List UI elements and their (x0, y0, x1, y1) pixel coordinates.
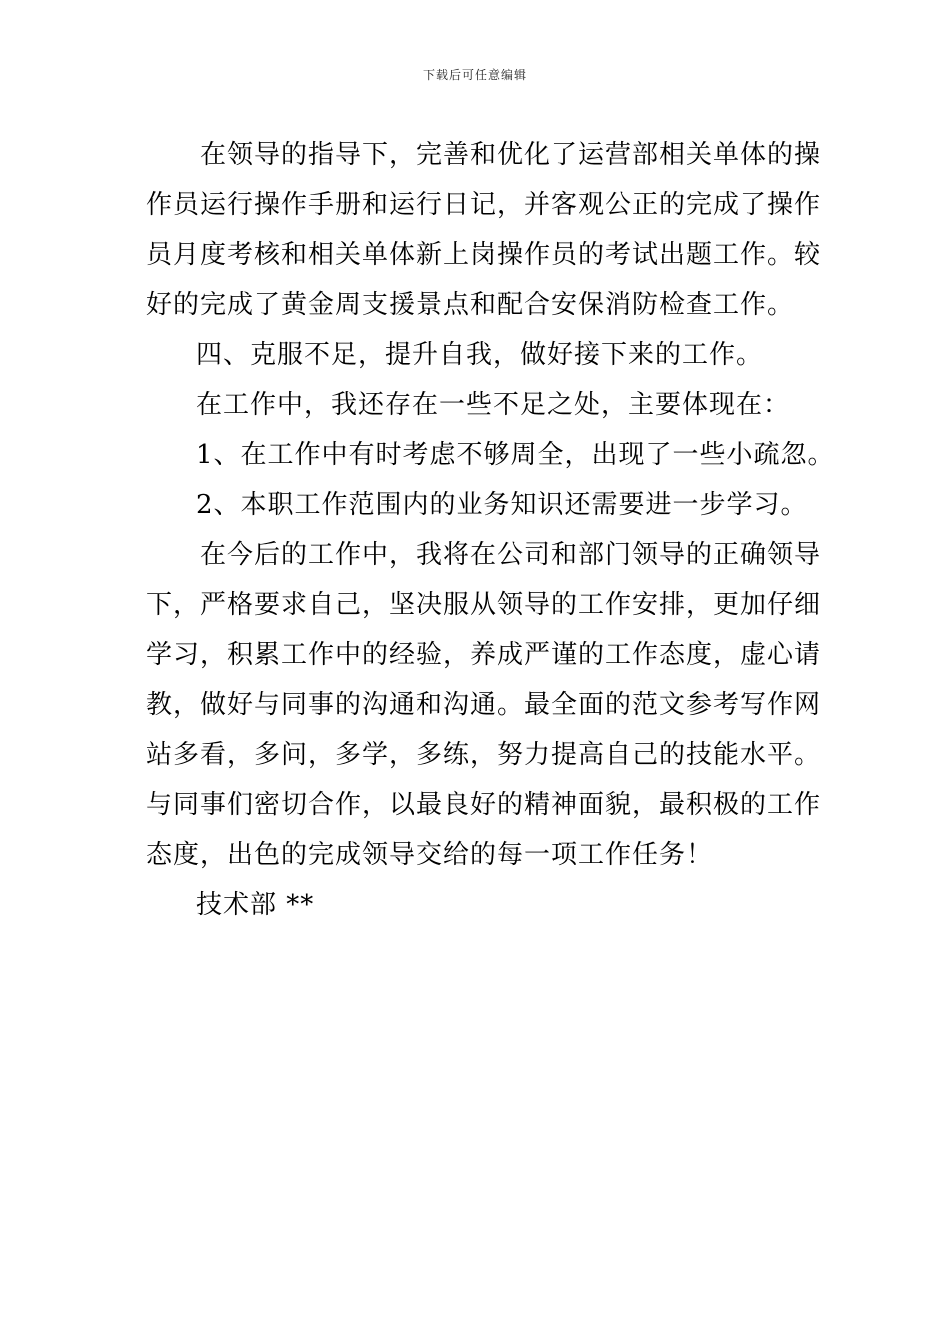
list-item: 2、本职工作范围内的业务知识还需要进一步学习。 (196, 490, 808, 520)
paragraph-line: 员月度考核和相关单体新上岗操作员的考试出题工作。较 (146, 240, 822, 270)
paragraph-line: 教，做好与同事的沟通和沟通。最全面的范文参考写作网 (146, 690, 822, 720)
list-item: 1、在工作中有时考虑不够周全，出现了一些小疏忽。 (196, 440, 835, 470)
header-note: 下载后可任意编辑 (422, 68, 527, 82)
paragraph-line: 好的完成了黄金周支援景点和配合安保消防检查工作。 (146, 290, 795, 320)
signature: 技术部 ** (196, 890, 315, 920)
paragraph-line: 下，严格要求自己，坚决服从领导的工作安排，更加仔细 (146, 590, 822, 620)
paragraph-line: 态度，出色的完成领导交给的每一项工作任务！ (146, 840, 714, 870)
paragraph-line: 与同事们密切合作，以最良好的精神面貌，最积极的工作 (146, 790, 822, 820)
paragraph-line: 在领导的指导下，完善和优化了运营部相关单体的操 (200, 140, 822, 170)
paragraph-line: 在工作中，我还存在一些不足之处，主要体现在： (196, 390, 791, 420)
paragraph-line: 站多看，多问，多学，多练，努力提高自己的技能水平。 (146, 740, 822, 770)
paragraph-line: 作员运行操作手册和运行日记，并客观公正的完成了操作 (146, 190, 822, 220)
section-heading: 四、克服不足，提升自我，做好接下来的工作。 (196, 340, 764, 370)
paragraph-line: 在今后的工作中，我将在公司和部门领导的正确领导 (200, 540, 822, 570)
paragraph-line: 学习，积累工作中的经验，养成严谨的工作态度，虚心请 (146, 640, 822, 670)
